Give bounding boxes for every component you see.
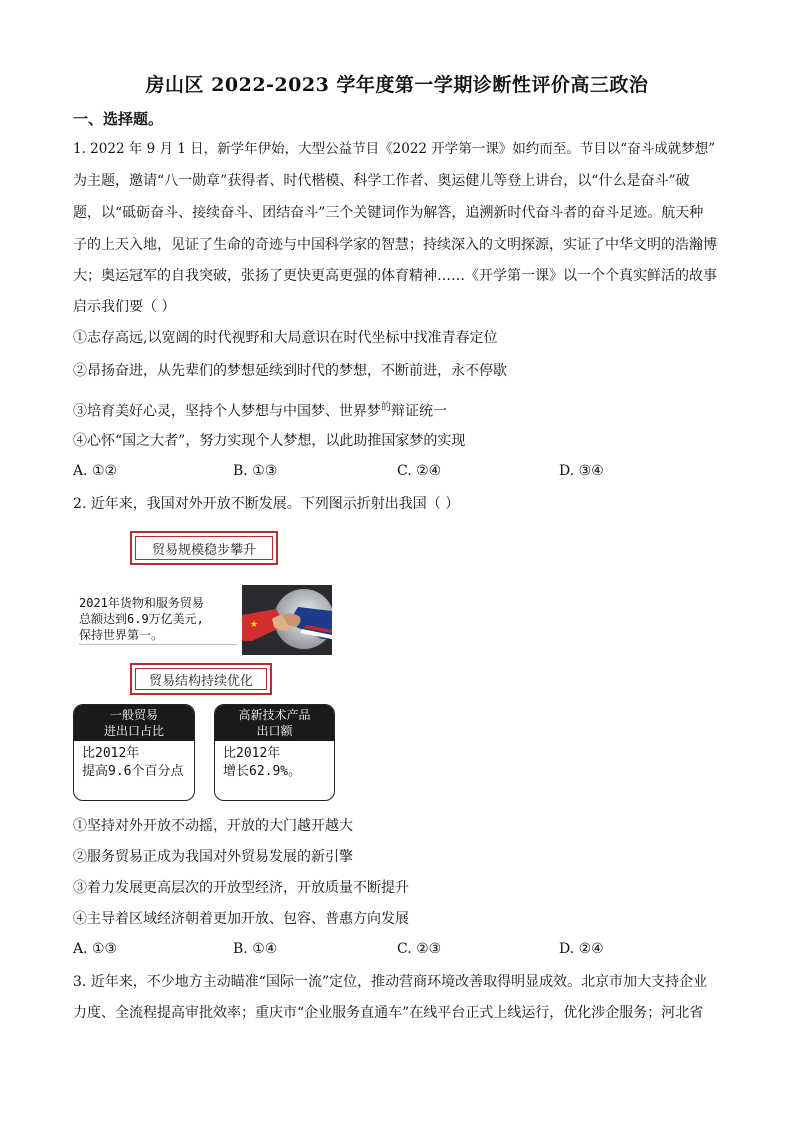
info-box-hightech-export-body [215, 741, 334, 785]
svg-text:★: ★ [250, 620, 259, 630]
q1-line-2: 为主题，邀请“八一勋章”获得者、时代楷模、科学工作者、奥运健儿等登上讲台，以“什么是奋斗”破 [73, 173, 690, 189]
handshake-flags-image [242, 585, 332, 655]
q1-option-c[interactable]: C. ②④ [397, 463, 442, 479]
info-box-hightech-export [214, 704, 335, 801]
info-box-general-trade-head [74, 705, 194, 741]
q2-item-2: ②服务贸易正成为我国对外贸易发展的新引擎 [73, 849, 353, 865]
q1-line-6: 启示我们要（ ） [73, 299, 176, 315]
general-trade-head-line-1: 一般贸易 [109, 708, 158, 722]
info-box-hightech-export-head [215, 705, 334, 741]
q1-option-d[interactable]: D. ③④ [559, 463, 604, 479]
banner-trade-scale-text: 贸易规模稳步攀升 [151, 542, 256, 558]
banner-trade-structure-text: 贸易结构持续优化 [148, 673, 253, 689]
trade-stat [79, 595, 204, 643]
general-trade-body-line-2: 提高9.6个百分点 [82, 764, 184, 779]
page-title: 房山区 2022-2023 学年度第一学期诊断性评价高三政治 [145, 74, 649, 96]
hightech-head-line-2: 出口额 [256, 724, 293, 738]
q2-option-b[interactable]: B. ①④ [233, 941, 278, 957]
q1-item-2: ②昂扬奋进，从先辈们的梦想延续到时代的梦想，不断前进，永不停歇 [73, 363, 507, 379]
info-box-general-trade [73, 704, 195, 801]
trade-stat-line-2: 总额达到6.9万亿美元, [79, 612, 204, 626]
info-box-general-trade-body [74, 741, 194, 785]
hightech-body-line-1: 比2012年 [223, 746, 281, 761]
hightech-head-line-1: 高新技术产品 [238, 708, 311, 722]
q2-item-1: ①坚持对外开放不动摇，开放的大门越开越大 [73, 818, 353, 834]
q1-item-1: ①志存高远,以宽阔的时代视野和大局意识在时代坐标中找准青春定位 [73, 330, 498, 346]
trade-stat-line-1: 2021年货物和服务贸易 [79, 596, 204, 610]
q2-item-3: ③着力发展更高层次的开放型经济，开放质量不断提升 [73, 880, 409, 896]
q2-option-a[interactable]: A. ①③ [73, 941, 118, 957]
banner-trade-scale [130, 531, 278, 565]
q1-item-3-text: ③培育美好心灵，坚持个人梦想与中国梦、世界梦 [73, 403, 381, 420]
general-trade-body-line-1: 比2012年 [82, 746, 140, 761]
trade-stat-line-3: 保持世界第一。 [79, 628, 164, 642]
q3-line-2: 力度、全流程提高审批效率；重庆市“企业服务直通车”在线平台正式上线运行，优化涉企服务；河北省 [73, 1005, 704, 1021]
q1-line-3: 题，以“砥砺奋斗、接续奋斗、团结奋斗”三个关键词作为解答，追溯新时代奋斗者的奋斗足迹。航天种 [73, 205, 704, 221]
q1-line-1: 1. 2022 年 9 月 1 日，新学年伊始，大型公益节目《2022 开学第一课》如约而至。节目以“奋斗成就梦想” [73, 141, 716, 157]
q1-line-5: 大；奥运冠军的自我突破，张扬了更快更高更强的体育精神……《开学第一课》以一个个真实鲜活的故事 [73, 268, 717, 284]
general-trade-head-line-2: 进出口占比 [103, 724, 164, 738]
banner-trade-structure [130, 663, 272, 695]
q1-item-4: ④心怀“国之大者”，努力实现个人梦想，以此助推国家梦的实现 [73, 433, 466, 449]
q1-item-3-sup: 的 [381, 402, 391, 413]
q1-item-3 [73, 398, 447, 422]
q1-option-a[interactable]: A. ①② [73, 463, 118, 479]
section-heading: 一、选择题。 [73, 110, 164, 128]
q1-item-3-tail: 辩证统一 [391, 403, 447, 420]
q2-stem: 2. 近年来，我国对外开放不断发展。下列图示折射出我国（ ） [73, 496, 460, 512]
hightech-body-line-2: 增长62.9%。 [223, 764, 302, 779]
q1-line-4: 子的上天入地，见证了生命的奇迹与中国科学家的智慧；持续深入的文明探源，实证了中华文明的浩瀚博 [73, 237, 717, 253]
q2-option-d[interactable]: D. ②④ [559, 941, 604, 957]
stat-divider [79, 644, 237, 645]
q2-option-c[interactable]: C. ②③ [397, 941, 442, 957]
q3-line-1: 3. 近年来，不少地方主动瞄准“国际一流”定位，推动营商环境改善取得明显成效。北京市加大支持企业 [73, 974, 708, 990]
q2-item-4: ④主导着区域经济朝着更加开放、包容、普惠方向发展 [73, 911, 409, 927]
q1-option-b[interactable]: B. ①③ [233, 463, 278, 479]
